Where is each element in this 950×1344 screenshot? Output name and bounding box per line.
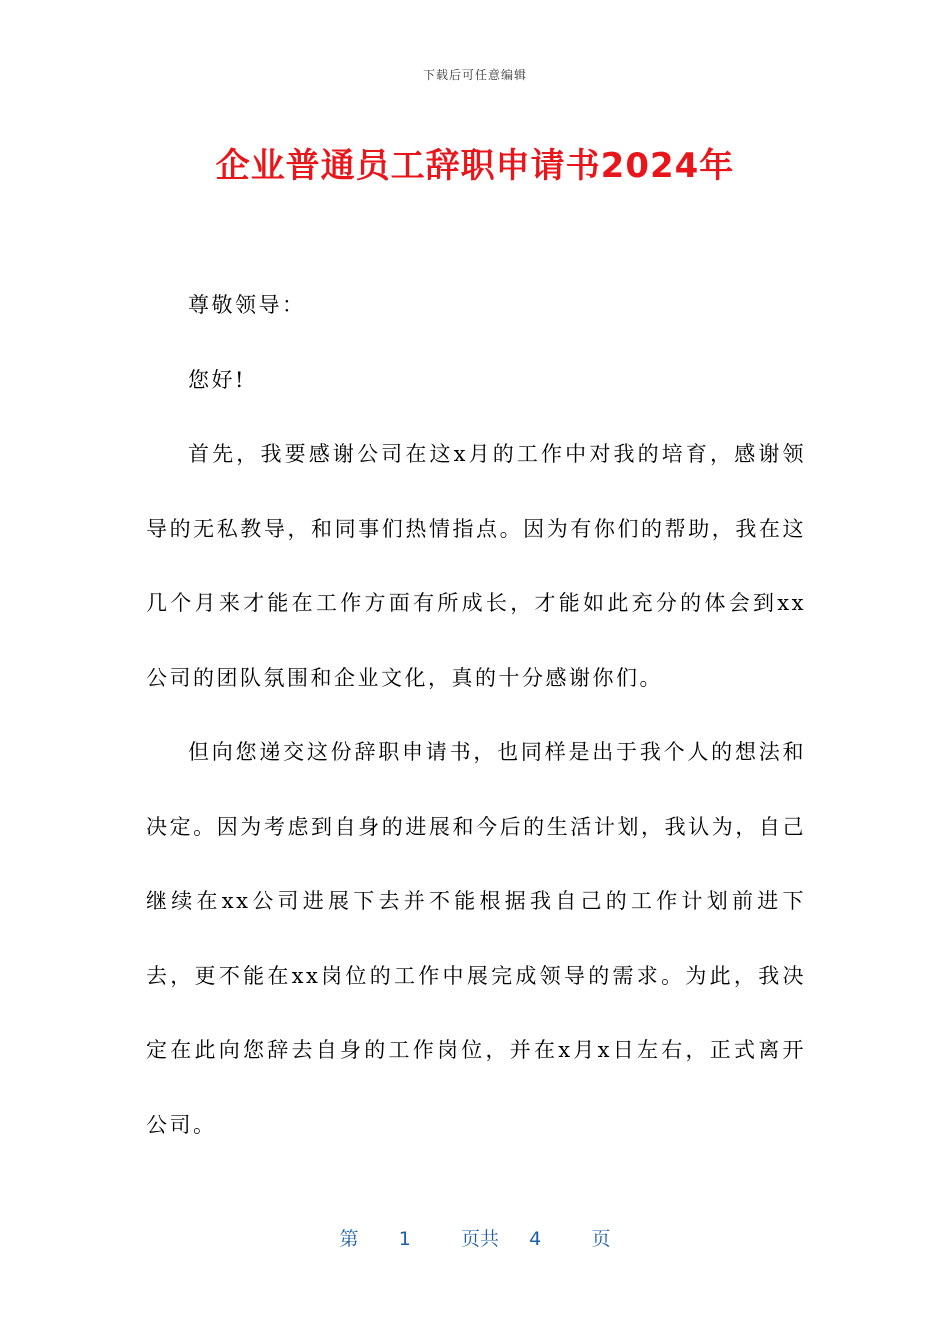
page-footer bbox=[0, 1224, 950, 1251]
document-body bbox=[146, 268, 806, 1162]
footer-total-pages: 4 bbox=[529, 1228, 542, 1250]
footer-page-number: 1 bbox=[398, 1228, 411, 1250]
paragraph-resignation: 但向您递交这份辞职申请书，也同样是出于我个人的想法和决定。因为考虑到自身的进展和今后的生活计划，我认为，自己继续在xx公司进展下去并不能根据我自己的工作计划前进下去，更不能在xx岗位的工作中展完成领导的需求。为此，我决定在此向您辞去自身的工作岗位，并在x月x日左右，正式离开公司。 bbox=[146, 740, 806, 1137]
footer-prefix: 第 bbox=[339, 1228, 359, 1250]
document-title: 企业普通员工辞职申请书2024年 bbox=[215, 146, 735, 186]
paragraph-thanks: 首先，我要感谢公司在这x月的工作中对我的培育，感谢领导的无私教导，和同事们热情指点。因为有你们的帮助，我在这几个月来才能在工作方面有所成长，才能如此充分的体会到xx公司的团队氛围和企业文化，真的十分感谢你们。 bbox=[146, 442, 806, 690]
greeting: 您好! bbox=[188, 367, 246, 392]
salutation: 尊敬领导： bbox=[188, 293, 306, 317]
header-note: 下载后可任意编辑 bbox=[422, 68, 527, 82]
footer-suffix: 页 bbox=[591, 1228, 611, 1250]
footer-middle: 页共 bbox=[461, 1228, 500, 1250]
